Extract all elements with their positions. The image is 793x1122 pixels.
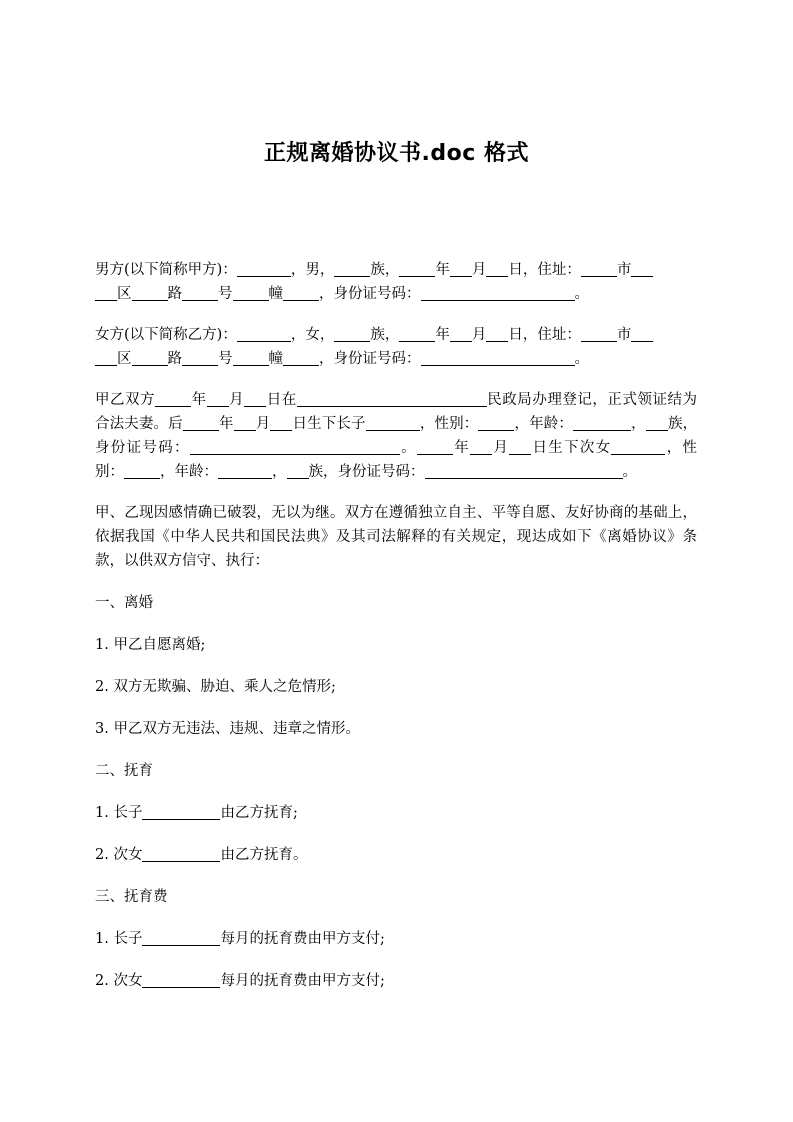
text-fragment: 市 — [616, 327, 632, 343]
blank-field — [399, 261, 435, 277]
text-fragment: 年 — [191, 392, 207, 408]
blank-field — [569, 463, 623, 479]
blank-field — [609, 415, 631, 431]
text-fragment: 号 — [218, 286, 233, 302]
text-fragment: 日生下长子 — [292, 416, 366, 432]
blank-field — [283, 350, 319, 366]
text-fragment: 。 — [574, 286, 589, 302]
text-fragment: 年 — [452, 440, 471, 456]
blank-field — [190, 439, 400, 455]
text-fragment: 幢 — [268, 351, 283, 367]
text-fragment: ，年龄： — [514, 416, 574, 432]
blank-field — [244, 391, 266, 407]
blank-field — [611, 439, 665, 455]
text-fragment: 由乙方抚育。 — [220, 847, 308, 863]
text-fragment: ， — [631, 416, 646, 432]
blank-field — [132, 285, 168, 301]
man-info-paragraph — [95, 258, 697, 306]
blank-field — [237, 261, 291, 277]
section-heading-divorce: 一、离婚 — [95, 595, 153, 611]
text-fragment: ，男， — [290, 262, 335, 278]
blank-field — [399, 326, 435, 342]
blank-field — [334, 261, 370, 277]
text-fragment: 路 — [167, 351, 182, 367]
blank-field — [142, 804, 220, 820]
text-fragment: 年 — [218, 416, 234, 432]
text-fragment: 区 — [117, 286, 132, 302]
text-fragment: 月 — [492, 440, 510, 456]
woman-label: 女方(以下简称乙方)： — [95, 327, 237, 343]
blank-field — [283, 285, 319, 301]
blank-field — [124, 463, 160, 479]
text-fragment: 市 — [616, 262, 632, 278]
text-fragment: 。 — [399, 440, 417, 456]
blank-field — [425, 463, 569, 479]
blank-field — [142, 972, 220, 988]
blank-field — [207, 391, 229, 407]
blank-field — [182, 350, 218, 366]
text-fragment: ，身份证号码： — [319, 351, 421, 367]
blank-field — [297, 391, 487, 407]
text-fragment: ，身份证号码： — [319, 286, 421, 302]
divorce-item-2: 2. 双方无欺骗、胁迫、乘人之危情形; — [95, 679, 336, 695]
text-fragment: 。 — [622, 464, 637, 480]
text-fragment: 日，住址： — [508, 327, 581, 343]
blank-field — [417, 439, 453, 455]
divorce-item-1: 1. 甲乙自愿离婚; — [95, 637, 206, 653]
blank-field — [421, 350, 575, 366]
text-fragment: 月 — [471, 327, 487, 343]
blank-field — [366, 415, 420, 431]
text-fragment: 族， — [370, 327, 400, 343]
blank-field — [486, 326, 508, 342]
section-heading-custody: 二、抚育 — [95, 763, 153, 779]
text-fragment: ，年龄： — [160, 464, 218, 480]
blank-field — [95, 350, 117, 366]
blank-field — [132, 350, 168, 366]
blank-field — [631, 326, 653, 342]
text-fragment: 日，住址： — [508, 262, 581, 278]
text-fragment: 年 — [435, 262, 450, 278]
text-fragment: 族， — [370, 262, 400, 278]
blank-field — [142, 930, 220, 946]
blank-field — [334, 326, 370, 342]
blank-field — [509, 439, 531, 455]
text-fragment: 幢 — [268, 286, 283, 302]
text-fragment: 由乙方抚育; — [220, 805, 298, 821]
text-fragment: 2. 次女 — [95, 847, 143, 863]
blank-field — [478, 415, 514, 431]
man-label: 男方(以下简称甲方)： — [95, 262, 237, 278]
text-fragment: 日生下次女 — [531, 440, 612, 456]
blank-field — [237, 326, 291, 342]
text-fragment: 号 — [218, 351, 233, 367]
text-fragment: 民政局办理登记，正式领证结为合法夫妻。后 — [95, 392, 698, 432]
text-fragment: 。 — [574, 351, 589, 367]
blank-field — [234, 415, 256, 431]
document-body — [95, 258, 697, 993]
blank-field — [486, 261, 508, 277]
text-fragment: 每月的抚育费由甲方支付; — [220, 931, 385, 947]
text-fragment: 2. 次女 — [95, 973, 143, 989]
blank-field — [450, 326, 472, 342]
text-fragment: 甲乙双方 — [95, 392, 156, 408]
blank-field — [421, 285, 575, 301]
text-fragment: 月 — [228, 392, 245, 408]
text-fragment: 日在 — [266, 392, 297, 408]
text-fragment: 每月的抚育费由甲方支付; — [220, 973, 385, 989]
marriage-paragraph — [95, 388, 697, 484]
blank-field — [287, 463, 309, 479]
blank-field — [646, 415, 668, 431]
support-item-2 — [95, 969, 697, 993]
support-item-1 — [95, 927, 697, 951]
text-fragment: ，女， — [290, 327, 335, 343]
text-fragment: ，性别： — [419, 416, 479, 432]
blank-field — [183, 415, 219, 431]
blank-field — [470, 439, 492, 455]
document-title: 正规离婚协议书.doc 格式 — [264, 141, 529, 166]
blank-field — [155, 391, 191, 407]
section-heading-support: 三、抚育费 — [95, 889, 168, 905]
text-fragment: 月 — [255, 416, 271, 432]
text-fragment: 族，身份证号码： — [95, 416, 698, 456]
text-fragment: 年 — [435, 327, 450, 343]
divorce-item-3: 3. 甲乙双方无违法、违规、违章之情形。 — [95, 721, 360, 737]
blank-field — [218, 463, 272, 479]
blank-field — [182, 285, 218, 301]
custody-item-1 — [95, 801, 697, 825]
custody-item-2 — [95, 843, 697, 867]
text-fragment: 月 — [471, 262, 487, 278]
intro-paragraph: 甲、乙现因感情确已破裂，无以为继。双方在遵循独立自主、平等自愿、友好协商的基础上，依据我国《中华人民共和国民法典》及其司法解释的有关规定，现达成如下《离婚协议》条款，以供双方信守、执行： — [95, 505, 697, 569]
text-fragment: ，性别： — [95, 440, 698, 480]
text-fragment: 路 — [167, 286, 182, 302]
blank-field — [573, 415, 609, 431]
text-fragment: 区 — [117, 351, 132, 367]
blank-field — [270, 415, 292, 431]
blank-field — [631, 261, 653, 277]
blank-field — [142, 846, 220, 862]
blank-field — [581, 261, 617, 277]
text-fragment: 族，身份证号码： — [308, 464, 425, 480]
woman-info-paragraph — [95, 323, 697, 371]
text-fragment: 1. 长子 — [95, 805, 143, 821]
blank-field — [233, 285, 269, 301]
blank-field — [581, 326, 617, 342]
blank-field — [95, 285, 117, 301]
blank-field — [233, 350, 269, 366]
text-fragment: 1. 长子 — [95, 931, 143, 947]
blank-field — [450, 261, 472, 277]
text-fragment: ， — [272, 464, 287, 480]
